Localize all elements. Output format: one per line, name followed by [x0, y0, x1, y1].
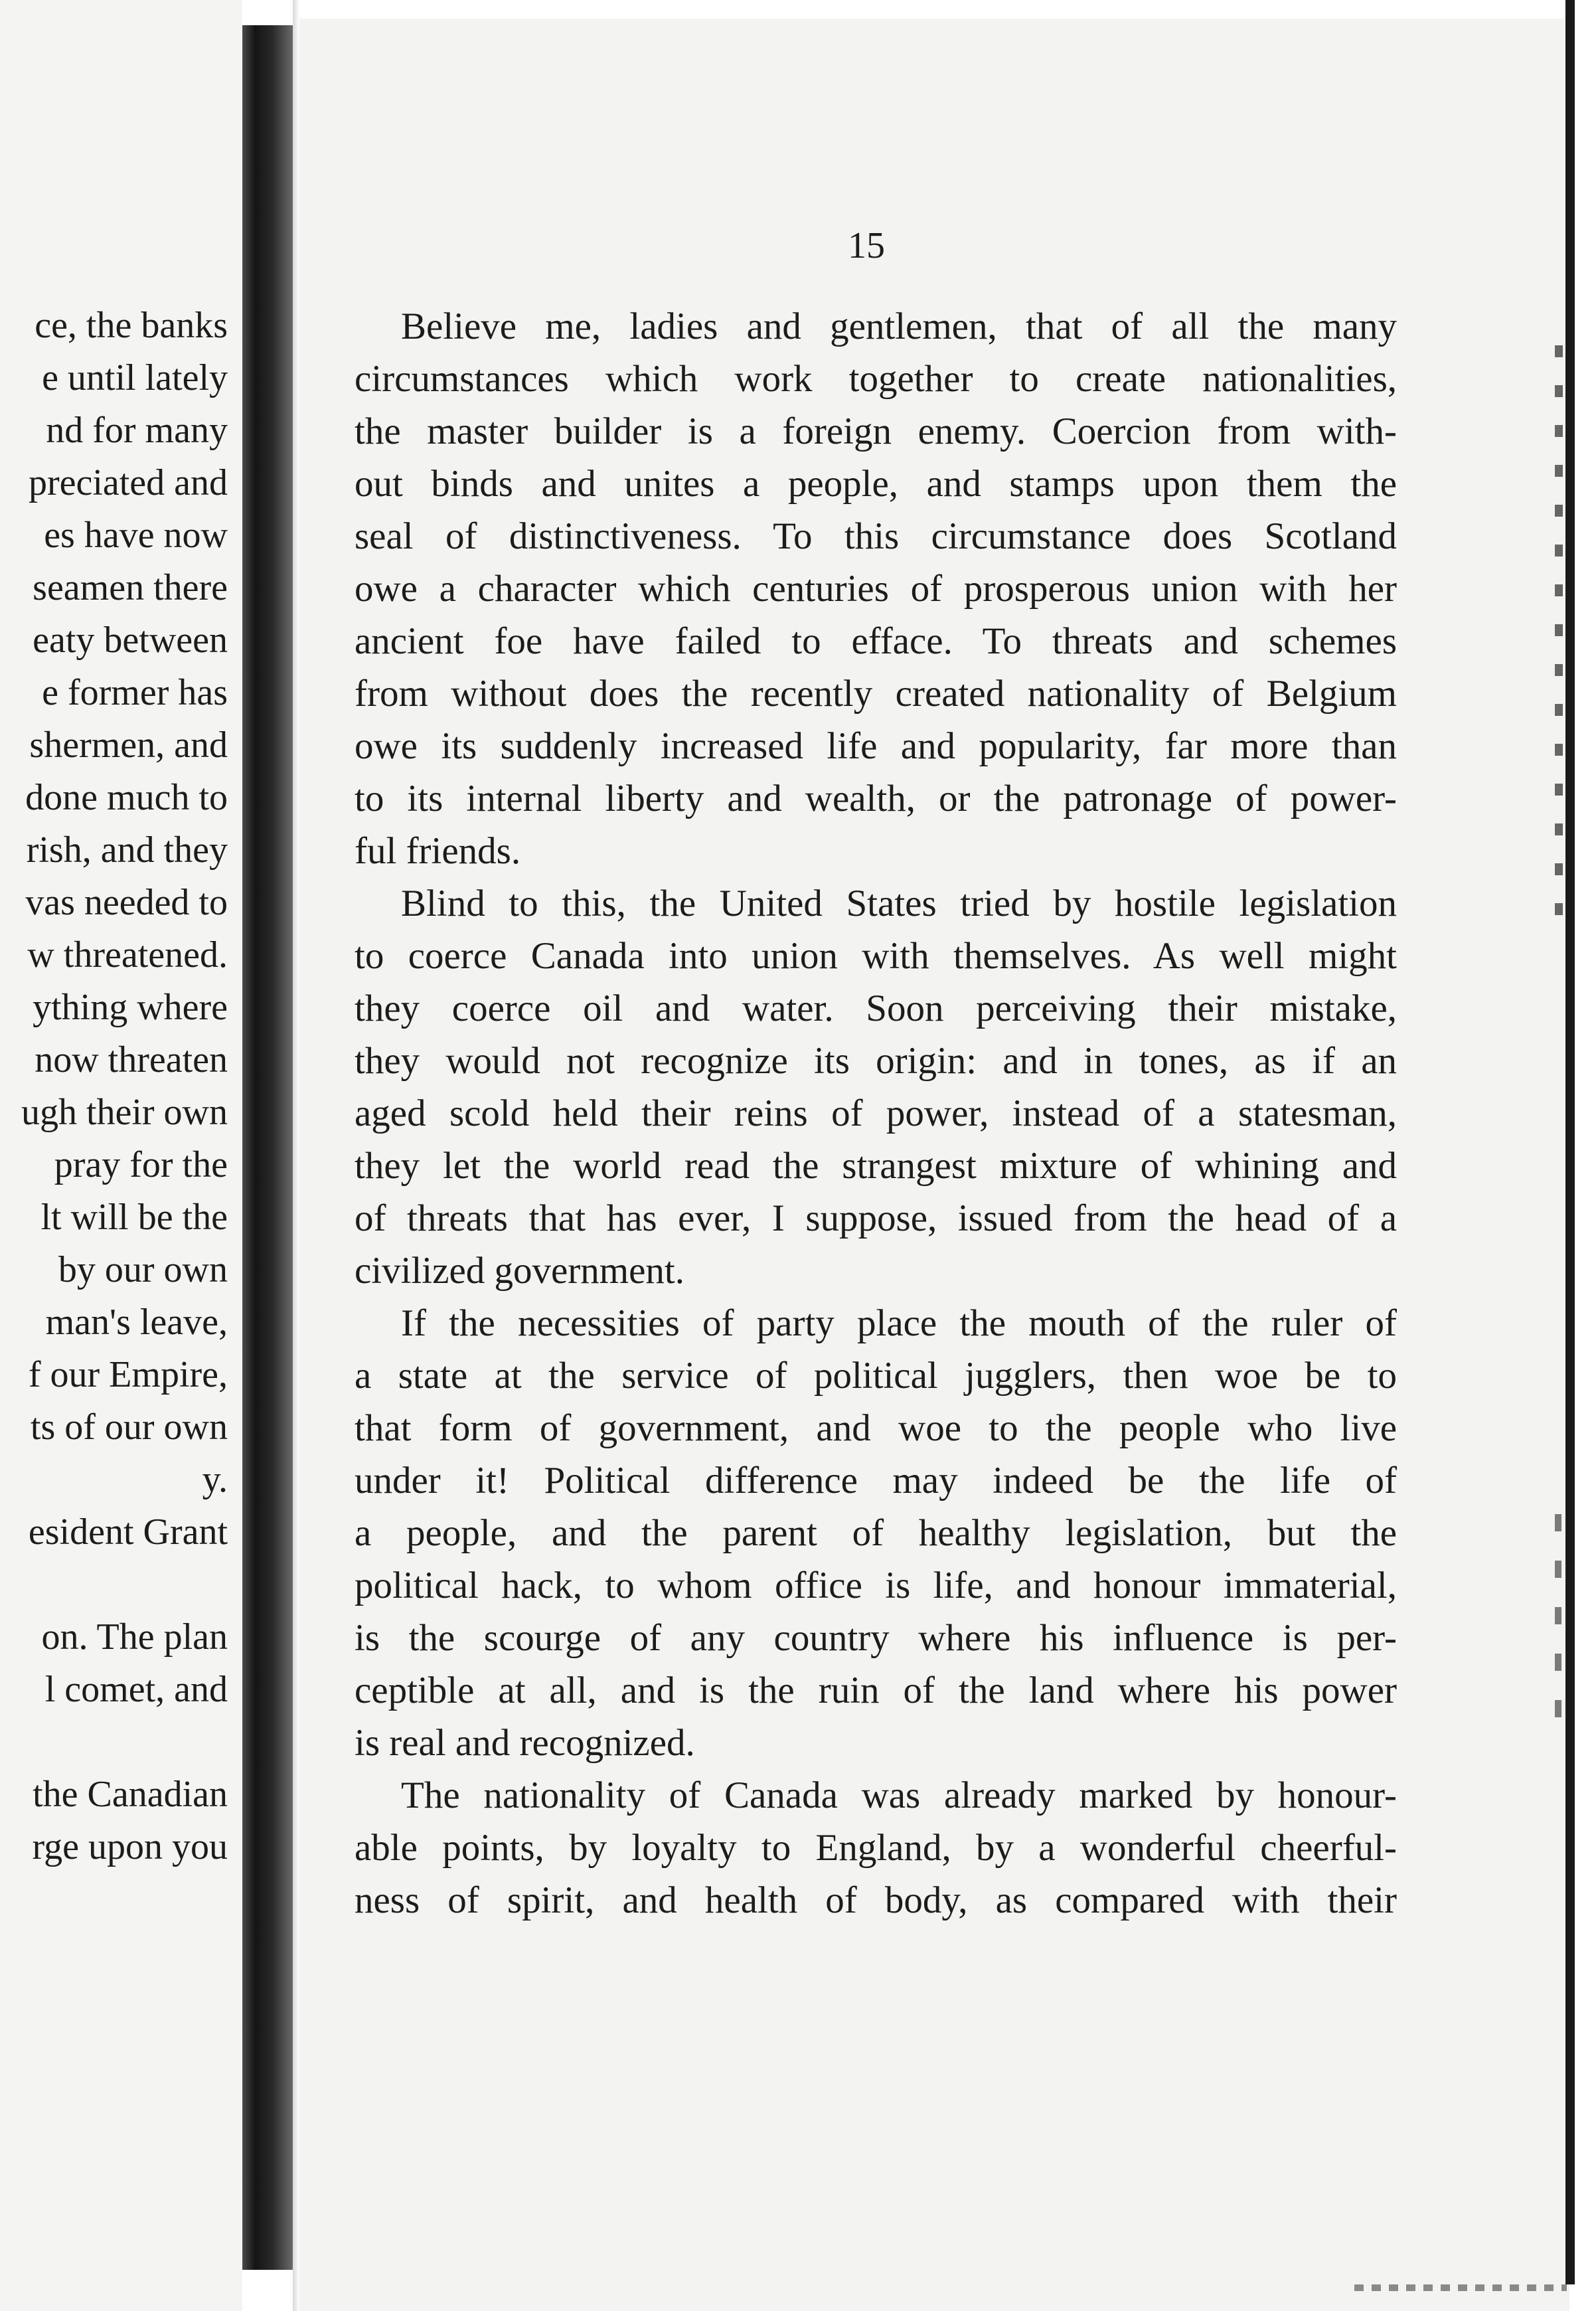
paragraph [355, 1769, 1397, 1926]
previous-page-line: w threatened. [27, 934, 228, 976]
previous-page-line [0, 1559, 228, 1611]
text-line: is real and recognized. [355, 1722, 695, 1764]
previous-page-line: esident Grant [28, 1511, 228, 1553]
page-right-edge [1565, 0, 1575, 2284]
text-line: owe a character which centuries of prosperous union with her [355, 568, 1397, 610]
text-line: the master builder is a foreign enemy. Coercion from with- [355, 410, 1397, 452]
previous-page-line: seamen there [33, 567, 228, 608]
text-line: Believe me, ladies and gentlemen, that of all the many [401, 305, 1397, 347]
text-line: of threats that has ever, I suppose, issued from the head of a [355, 1197, 1397, 1239]
text-line: able points, by loyalty to England, by a wonderful cheerful- [355, 1827, 1397, 1869]
text-line: circumstances which work together to create nationalities, [355, 358, 1397, 400]
previous-page-line: done much to [25, 777, 228, 818]
previous-page-line: l comet, and [44, 1669, 228, 1710]
previous-page-line: man's leave, [45, 1302, 228, 1343]
page-number: 15 [848, 225, 885, 266]
text-line: is the scourge of any country where his influence is per- [355, 1617, 1397, 1659]
paragraph [355, 1297, 1397, 1769]
page-body-text [355, 300, 1397, 1926]
paragraph [355, 877, 1397, 1297]
previous-page-line: ugh their own [21, 1092, 228, 1133]
previous-page-line: es have now [44, 515, 228, 556]
page-edge-marks [1555, 345, 1563, 943]
previous-page-line: the Canadian [33, 1774, 228, 1815]
previous-page-line: e until lately [42, 357, 228, 398]
text-line: seal of distinctiveness. To this circumstance does Scotland [355, 515, 1397, 557]
page-top-margin [299, 0, 1569, 19]
previous-page-line: nd for many [46, 410, 228, 451]
previous-page-line: pray for the [54, 1144, 228, 1185]
previous-page-line: on. The plan [41, 1616, 228, 1658]
text-line: from without does the recently created nationality of Belgium [355, 673, 1397, 715]
previous-page-line: rish, and they [26, 829, 228, 871]
scan-edge-mark [1354, 2284, 1567, 2291]
previous-page-line: y. [202, 1459, 228, 1500]
text-line: aged scold held their reins of power, instead of a statesman, [355, 1092, 1397, 1134]
previous-page-line: f our Empire, [28, 1354, 228, 1395]
previous-page-line: shermen, and [29, 725, 228, 766]
text-line: Blind to this, the United States tried by hostile legislation [401, 883, 1397, 924]
page-edge-marks [1555, 1514, 1561, 1727]
text-line: The nationality of Canada was already marked by honour- [401, 1774, 1397, 1816]
text-line: they coerce oil and water. Soon perceiving their mistake, [355, 987, 1397, 1029]
gutter-edge [293, 0, 299, 2311]
text-line: to its internal liberty and wealth, or the patronage of power- [355, 778, 1397, 819]
previous-page-line: eaty between [33, 620, 228, 661]
text-line: political hack, to whom office is life, and honour immaterial, [355, 1565, 1397, 1606]
text-line: owe its suddenly increased life and popularity, far more than [355, 725, 1397, 767]
previous-page-line: ce, the banks [35, 305, 228, 346]
text-line: civilized government. [355, 1250, 684, 1292]
text-line: to coerce Canada into union with themselves. As well might [355, 935, 1397, 977]
previous-page-line: lt will be the [40, 1197, 228, 1238]
text-line: out binds and unites a people, and stamps upon them the [355, 463, 1397, 505]
previous-page-line: preciated and [28, 462, 228, 503]
text-line: that form of government, and woe to the people who live [355, 1407, 1397, 1449]
previous-page-text [0, 300, 228, 1873]
previous-page-line: e former has [42, 672, 228, 713]
text-line: under it! Political difference may indeed be the life of [355, 1460, 1397, 1501]
text-line: ancient foe have failed to efface. To threats and schemes [355, 620, 1397, 662]
previous-page-line: ything where [33, 987, 228, 1028]
text-line: a state at the service of political jugglers, then woe be to [355, 1355, 1397, 1397]
previous-page-line: by our own [58, 1249, 228, 1290]
previous-page-line: ts of our own [30, 1407, 228, 1448]
text-line: ness of spirit, and health of body, as compared with their [355, 1879, 1397, 1921]
previous-page-line: vas needed to [25, 882, 228, 923]
book-gutter-shadow [242, 25, 293, 2270]
text-line: they let the world read the strangest mixture of whining and [355, 1145, 1397, 1187]
paragraph [355, 300, 1397, 877]
text-line: a people, and the parent of healthy legislation, but the [355, 1512, 1397, 1554]
previous-page-line: rge upon you [32, 1826, 228, 1867]
text-line: ceptible at all, and is the ruin of the land where his power [355, 1669, 1397, 1711]
text-line: ful friends. [355, 830, 521, 872]
previous-page-line: now threaten [35, 1039, 228, 1080]
previous-page-line [0, 1716, 228, 1768]
previous-page [0, 0, 242, 2311]
text-line: they would not recognize its origin: and in tones, as if an [355, 1040, 1397, 1082]
text-line: If the necessities of party place the mouth of the ruler of [401, 1302, 1397, 1344]
